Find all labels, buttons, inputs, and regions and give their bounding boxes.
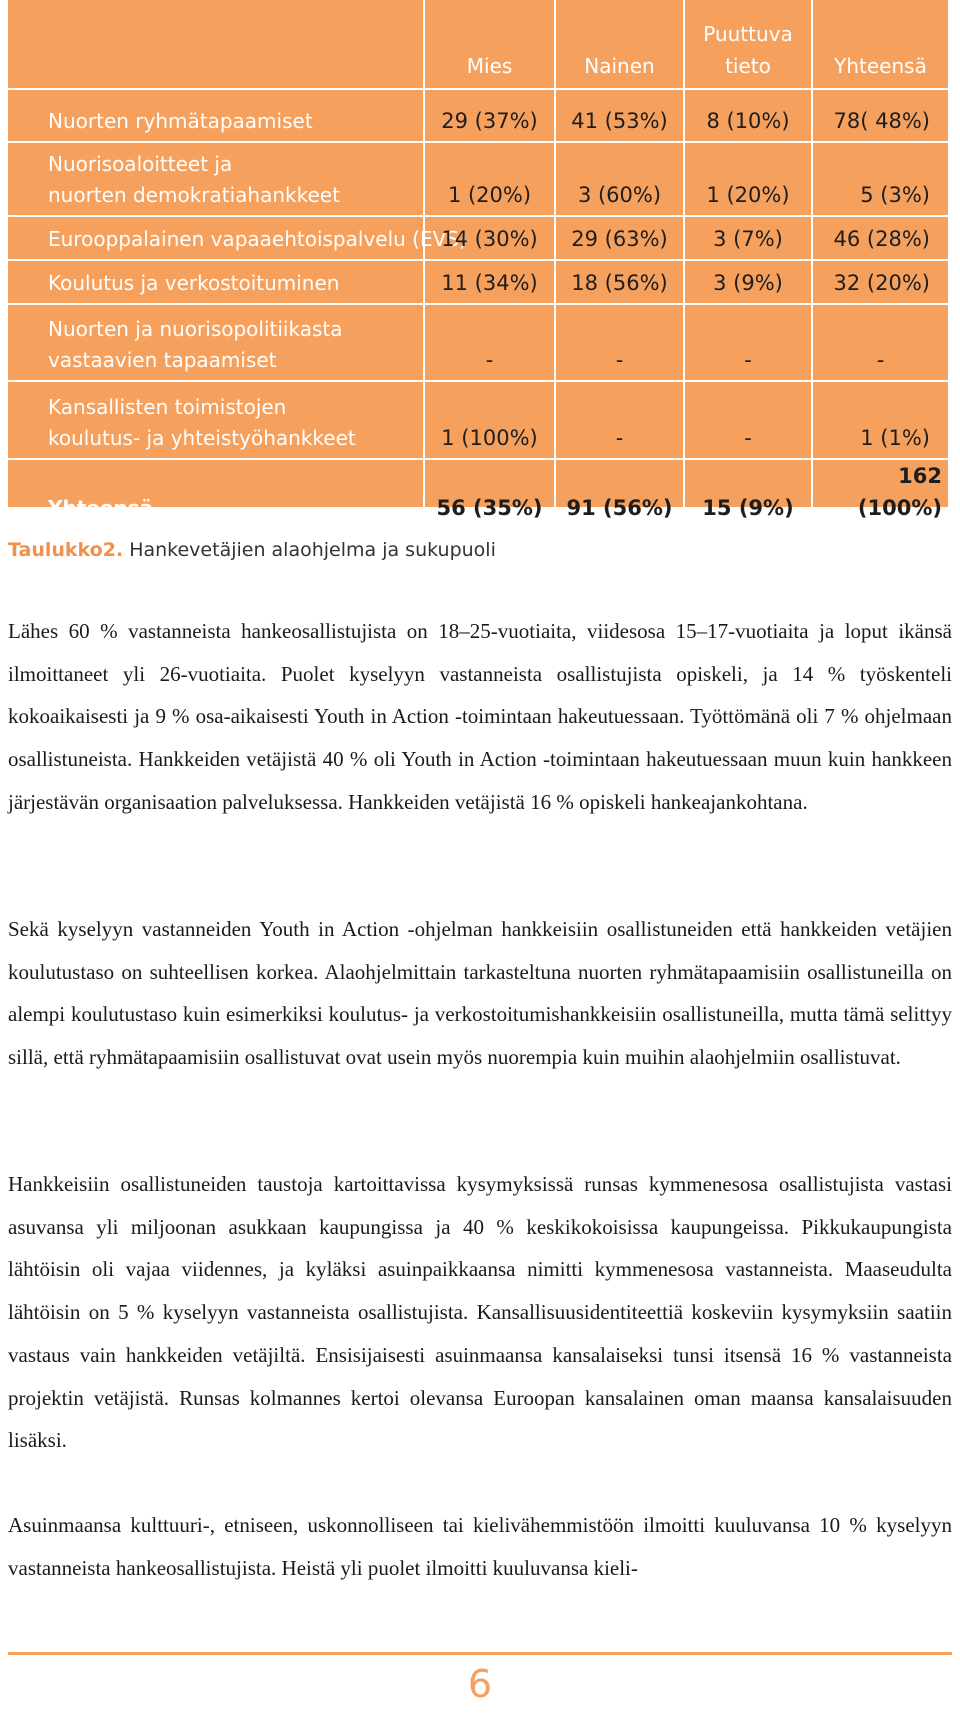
- cell-yhteensa: 46 (28%): [812, 216, 948, 260]
- total-mies: 56 (35%): [424, 459, 555, 528]
- cell-puuttuva: -: [684, 304, 812, 381]
- cell-mies: 11 (34%): [424, 260, 555, 304]
- table-row: [8, 260, 948, 304]
- cell-mies: -: [424, 304, 555, 381]
- header-corner: [8, 0, 424, 89]
- cell-nainen: -: [555, 381, 684, 459]
- paragraph-2: Sekä kyselyyn vastanneiden Youth in Action -ohjelman hankkeisiin osallistuneiden että hankkeiden vetäjien koulutustaso on suhteellisen korkea. Alaohjelmittain tarkasteltuna nuorten ryhmätapaamisiin osallistuneilla on alempi koulutustaso kuin esimerkiksi koulutus- ja verkostoitumishankkeisiin osallistuneilla, mutta tämä selittyy sillä, että ryhmätapaamisiin osallistuvat ovat usein myös nuorempia kuin muihin alaohjelmiin osallistuvat.: [8, 917, 952, 1070]
- row-label-text: Nuorisoaloitteet ja nuorten demokratiahankkeet: [48, 152, 340, 207]
- cell-mies: 1 (100%): [424, 381, 555, 459]
- table-header-row: [8, 0, 948, 89]
- row-label-text: Kansallisten toimistojen koulutus- ja yhteistyöhankkeet: [48, 395, 356, 450]
- row-label: Nuorten ryhmätapaamiset: [8, 89, 424, 142]
- data-table-container: [8, 0, 948, 520]
- cell-mies: 1 (20%): [424, 142, 555, 216]
- cell-nainen: 3 (60%): [555, 142, 684, 216]
- caption-label: Taulukko2.: [8, 539, 124, 561]
- subprogram-gender-table: [8, 0, 948, 528]
- cell-puuttuva: 3 (7%): [684, 216, 812, 260]
- header-mies: Mies: [424, 0, 555, 89]
- caption-text: Hankevetäjien alaohjelma ja sukupuoli: [123, 539, 496, 561]
- table-row: [8, 142, 948, 216]
- cell-mies: 29 (37%): [424, 89, 555, 142]
- cell-yhteensa: 32 (20%): [812, 260, 948, 304]
- cell-puuttuva: 8 (10%): [684, 89, 812, 142]
- paragraph-1: Lähes 60 % vastanneista hankeosallistujista on 18–25-vuotiaita, viidesosa 15–17-vuotiaita ja loput ikänsä ilmoittaneet yli 26-vuotiaita. Puolet kyselyyn vastanneista osallistujista opiskeli, ja 14 % työskenteli kokoaikaisesti ja 9 % osa-aikaisesti Youth in Action -toimintaan hakeutuessaan. Työttömänä oli 7 % ohjelmaan osallistuneista. Hankkeiden vetäjistä 40 % oli Youth in Action -toimintaan hakeutuessaan muun kuin hankkeen järjestävän organisaation palveluksessa. Hankkeiden vetäjistä 16 % opiskeli hankeajankohtana.: [8, 619, 952, 814]
- row-label: Eurooppalainen vapaaehtoispalvelu (EVS): [8, 216, 424, 260]
- cell-nainen: 41 (53%): [555, 89, 684, 142]
- cell-puuttuva: 1 (20%): [684, 142, 812, 216]
- cell-yhteensa: 1 (1%): [812, 381, 948, 459]
- cell-yhteensa: 5 (3%): [812, 142, 948, 216]
- table-row: [8, 304, 948, 381]
- paragraph-4: Asuinmaansa kulttuuri-, etniseen, uskonnolliseen tai kielivähemmistöön ilmoitti kuuluvansa 10 % kyselyyn vastanneista hankeosallistujista. Heistä yli puolet ilmoitti kuuluvansa kieli-: [8, 1513, 952, 1580]
- row-label-text: Nuorten ja nuorisopolitiikasta vastaavien tapaamiset: [48, 317, 343, 372]
- footer-rule: [8, 1652, 952, 1655]
- cell-mies: 14 (30%): [424, 216, 555, 260]
- row-label: [8, 142, 424, 216]
- header-yhteensa: Yhteensä: [812, 0, 948, 89]
- header-nainen: Nainen: [555, 0, 684, 89]
- total-puuttuva: 15 (9%): [684, 459, 812, 528]
- cell-nainen: 29 (63%): [555, 216, 684, 260]
- header-puuttuva-tieto-text: Puuttuva tieto: [703, 22, 793, 78]
- row-label: [8, 304, 424, 381]
- table-row: [8, 216, 948, 260]
- total-nainen: 91 (56%): [555, 459, 684, 528]
- cell-puuttuva: -: [684, 381, 812, 459]
- page-number: 6: [467, 1662, 493, 1706]
- table-row: [8, 89, 948, 142]
- cell-yhteensa: -: [812, 304, 948, 381]
- cell-puuttuva: 3 (9%): [684, 260, 812, 304]
- table-caption: [8, 539, 496, 561]
- row-label: Koulutus ja verkostoituminen: [8, 260, 424, 304]
- cell-nainen: -: [555, 304, 684, 381]
- header-puuttuva-tieto: [684, 0, 812, 89]
- total-label: Yhteensä: [8, 459, 424, 528]
- cell-nainen: 18 (56%): [555, 260, 684, 304]
- table-row: [8, 381, 948, 459]
- table-total-row: [8, 459, 948, 528]
- paragraph-3: Hankkeisiin osallistuneiden taustoja kartoittavissa kysymyksissä runsas kymmenesosa osallistujista vastasi asuvansa yli miljoonan asukkaan kaupungissa ja 40 % keskikokoisissa kaupungeissa. Pikkukaupungista lähtöisin oli vajaa viidennes, ja kyläksi asuinpaikkaansa nimitti kymmenesosa vastanneista. Maaseudulta lähtöisin on 5 % kyselyyn vastanneista osallistujista. Kansallisuusidentiteettiä koskeviin kysymyksiin saatiin vastaus vain hankkeiden vetäjiltä. Ensisijaisesti asuinmaansa kansalaiseksi tunsi itsensä 16 % vastanneista projektin vetäjistä. Runsas kolmannes kertoi olevansa Euroopan kansalainen oman maansa kansalaisuuden lisäksi.: [8, 1172, 952, 1453]
- cell-yhteensa: 78( 48%): [812, 89, 948, 142]
- total-yhteensa: 162 (100%): [857, 464, 942, 520]
- row-label: [8, 381, 424, 459]
